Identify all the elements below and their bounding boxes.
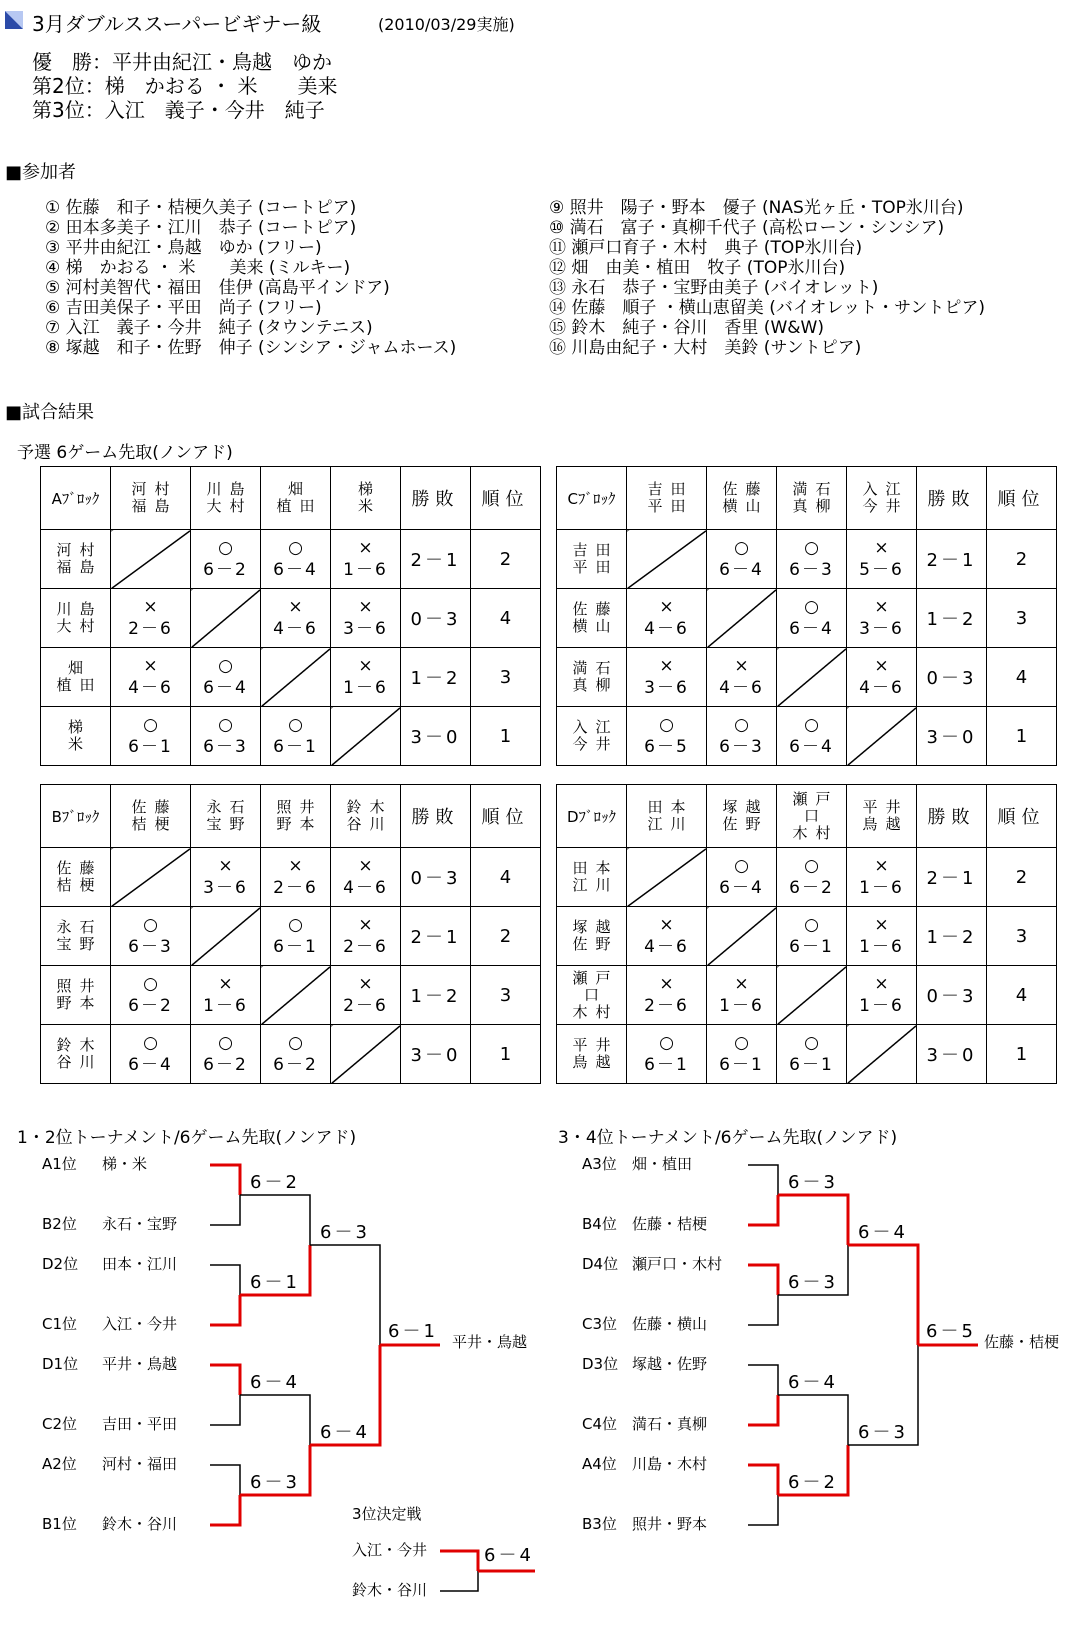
match-result: × 3－6: [847, 589, 917, 648]
opponent-header: 塚越 佐野: [707, 785, 777, 848]
participant: ② 田本多美子・江川 恭子 (コートピア): [45, 218, 357, 238]
bracket-line: [440, 1551, 478, 1571]
rank: 3: [471, 966, 541, 1025]
match-result: ○ 6－4: [777, 707, 847, 766]
winloss-header: 勝敗: [401, 467, 471, 530]
winner-3rd: 第3位：入江 義子・今井 純子: [32, 98, 325, 122]
match-result: ○ 6－1: [261, 907, 331, 966]
win-loss: 3－0: [401, 707, 471, 766]
team-name: 川島・木村: [632, 1455, 708, 1473]
match-result: ○ 6－4: [707, 848, 777, 907]
bracket-line: [778, 1195, 848, 1245]
team-name: 平井・鳥越: [102, 1355, 178, 1373]
win-loss: 3－0: [917, 1025, 987, 1084]
opponent-header: 田本 江川: [627, 785, 707, 848]
win-loss: 1－2: [401, 966, 471, 1025]
win-loss: 2－1: [401, 530, 471, 589]
bracket-line: [748, 1265, 778, 1295]
player-pair: 瀬戸口 木村: [557, 966, 627, 1025]
rank: 4: [471, 848, 541, 907]
match-result: ○ 6－1: [261, 707, 331, 766]
bracket-line: [210, 1365, 240, 1395]
opponent-header: 梯 米: [331, 467, 401, 530]
match-result: × 3－6: [627, 648, 707, 707]
score: 6－3: [788, 1272, 838, 1293]
seed-label: A1位: [42, 1155, 77, 1173]
participant: ⑥ 吉田美保子・平田 尚子 (フリー): [45, 298, 322, 318]
player-pair: 田本 江川: [557, 848, 627, 907]
match-result: × 4－6: [847, 648, 917, 707]
score: 6－2: [788, 1472, 838, 1493]
opponent-header: 吉田 平田: [627, 467, 707, 530]
seed-label: D3位: [582, 1355, 619, 1373]
win-loss: 1－2: [917, 907, 987, 966]
match-result: ○ 6－1: [777, 1025, 847, 1084]
rank-header: 順位: [987, 467, 1057, 530]
seed-label: C2位: [42, 1415, 78, 1433]
match-result: × 1－6: [331, 530, 401, 589]
bracket-line: [210, 1265, 240, 1295]
match-result: × 2－6: [331, 966, 401, 1025]
match-result: ○ 6－2: [191, 1025, 261, 1084]
seed-label: B3位: [582, 1515, 617, 1533]
bracket-line: [748, 1495, 778, 1525]
results-heading: ■試合結果: [5, 402, 95, 423]
champion-name: 平井・鳥越: [452, 1333, 528, 1351]
match-result: × 4－6: [707, 648, 777, 707]
rank: 2: [987, 530, 1057, 589]
seed-label: A2位: [42, 1455, 77, 1473]
seed-label: D4位: [582, 1255, 619, 1273]
team-name: 吉田・平田: [102, 1415, 178, 1433]
participant: ⑤ 河村美智代・福田 佳伊 (高島平インドア): [45, 278, 390, 298]
score: 6－3: [788, 1172, 838, 1193]
bracket-line: [210, 1195, 240, 1225]
score: 6－3: [858, 1422, 908, 1443]
win-loss: 0－3: [401, 589, 471, 648]
final-score: 6－5: [926, 1321, 976, 1342]
bracket-line: [240, 1395, 310, 1445]
opponent-header: 満石 真柳: [777, 467, 847, 530]
seed-label: B1位: [42, 1515, 77, 1533]
rank-header: 順位: [471, 785, 541, 848]
rank: 3: [471, 648, 541, 707]
t12-title: 1・2位トーナメント/6ゲーム先取(ノンアド): [17, 1128, 357, 1148]
match-result: ○ 6－4: [191, 648, 261, 707]
match-result: ○ 6－4: [111, 1025, 191, 1084]
opponent-header: 佐藤 横山: [707, 467, 777, 530]
rank-header: 順位: [471, 467, 541, 530]
match-result: × 2－6: [331, 907, 401, 966]
bracket-line: [748, 1295, 778, 1325]
bracket-line: [748, 1165, 778, 1195]
match-result: ○ 6－4: [777, 589, 847, 648]
rank: 1: [987, 1025, 1057, 1084]
bracket-line: [240, 1445, 310, 1495]
prelim-heading: 予選 6ゲーム先取(ノンアド): [17, 443, 233, 463]
team-name: 鈴木・谷川: [352, 1581, 428, 1599]
team-name: 照井・野本: [632, 1515, 708, 1533]
rank: 1: [987, 707, 1057, 766]
match-result: × 1－6: [191, 966, 261, 1025]
seed-label: B4位: [582, 1215, 617, 1233]
seed-label: A3位: [582, 1155, 617, 1173]
bracket-line: [778, 1245, 848, 1295]
rank: 1: [471, 1025, 541, 1084]
opponent-header: 川島 大村: [191, 467, 261, 530]
bracket-line: [778, 1445, 848, 1495]
player-pair: 照井 野本: [41, 966, 111, 1025]
score: 6－3: [250, 1472, 300, 1493]
score: 6－4: [250, 1372, 300, 1393]
bracket-line: [848, 1245, 918, 1345]
seed-label: B2位: [42, 1215, 77, 1233]
bracket-line: [240, 1245, 310, 1295]
opponent-header: 畑 植田: [261, 467, 331, 530]
participant: ⑪ 瀬戸口育子・木村 典子 (TOP氷川台): [549, 238, 863, 258]
participants-heading: ■参加者: [5, 162, 77, 183]
match-result: ○ 6－2: [777, 848, 847, 907]
match-result: × 3－6: [191, 848, 261, 907]
player-pair: 永石 宝野: [41, 907, 111, 966]
match-result: ○ 6－2: [261, 1025, 331, 1084]
match-result: × 1－6: [847, 848, 917, 907]
player-pair: 川島 大村: [41, 589, 111, 648]
match-result: ○ 6－4: [261, 530, 331, 589]
participant: ④ 梯 かおる ・ 米 美来 (ミルキー): [45, 258, 351, 278]
team-name: 梯・米: [102, 1155, 148, 1173]
champion-name: 佐藤・桔梗: [984, 1333, 1060, 1351]
match-result: × 4－6: [331, 848, 401, 907]
bracket-line: [310, 1245, 380, 1345]
match-result: ○ 6－2: [191, 530, 261, 589]
match-result: × 1－6: [847, 907, 917, 966]
win-loss: 1－2: [917, 589, 987, 648]
bracket-line: [210, 1465, 240, 1495]
match-result: ○ 6－3: [111, 907, 191, 966]
match-result: × 3－6: [331, 589, 401, 648]
player-pair: 畑 植田: [41, 648, 111, 707]
match-result: ○ 6－1: [627, 1025, 707, 1084]
team-name: 鈴木・谷川: [102, 1515, 178, 1533]
winloss-header: 勝敗: [917, 785, 987, 848]
rank: 4: [987, 966, 1057, 1025]
player-pair: 満石 真柳: [557, 648, 627, 707]
seed-label: C3位: [582, 1315, 618, 1333]
rank: 1: [471, 707, 541, 766]
participant: ① 佐藤 和子・桔梗久美子 (コートピア): [45, 198, 357, 218]
rank: 2: [471, 907, 541, 966]
participant: ⑧ 塚越 和子・佐野 伸子 (シンシア・ジャムホース): [45, 338, 457, 358]
team-name: 田本・江川: [102, 1255, 178, 1273]
bracket-line: [210, 1295, 240, 1325]
winner-2nd: 第2位：梯 かおる ・ 米 美来: [32, 74, 338, 98]
bracket-line: [848, 1345, 918, 1445]
match-result: ○ 6－3: [707, 707, 777, 766]
t34-title: 3・4位トーナメント/6ゲーム先取(ノンアド): [558, 1128, 898, 1148]
player-pair: 佐藤 桔梗: [41, 848, 111, 907]
player-pair: 平井 鳥越: [557, 1025, 627, 1084]
score: 6－1: [250, 1272, 300, 1293]
seed-label: D1位: [42, 1355, 79, 1373]
opponent-header: 入江 今井: [847, 467, 917, 530]
match-result: ○ 6－3: [191, 707, 261, 766]
player-pair: 吉田 平田: [557, 530, 627, 589]
match-result: ○ 6－3: [777, 530, 847, 589]
bracket-line: [210, 1165, 240, 1195]
player-pair: 鈴木 谷川: [41, 1025, 111, 1084]
bracket-line: [310, 1345, 380, 1445]
match-result: ○ 6－1: [707, 1025, 777, 1084]
match-result: × 2－6: [261, 848, 331, 907]
win-loss: 3－0: [917, 707, 987, 766]
match-result: × 4－6: [261, 589, 331, 648]
seed-label: C1位: [42, 1315, 78, 1333]
block-label: Dﾌﾞﾛｯｸ: [557, 785, 627, 848]
match-result: × 1－6: [331, 648, 401, 707]
winloss-header: 勝敗: [401, 785, 471, 848]
bracket-line: [210, 1495, 240, 1525]
match-result: ○ 6－4: [707, 530, 777, 589]
block-label: Aﾌﾞﾛｯｸ: [41, 467, 111, 530]
opponent-header: 平井 鳥越: [847, 785, 917, 848]
rank: 4: [987, 648, 1057, 707]
win-loss: 1－2: [401, 648, 471, 707]
participant: ⑯ 川島由紀子・大村 美鈴 (サントピア): [549, 338, 862, 358]
block-label: Cﾌﾞﾛｯｸ: [557, 467, 627, 530]
team-name: 佐藤・桔梗: [632, 1215, 708, 1233]
win-loss: 3－0: [401, 1025, 471, 1084]
bracket-line: [748, 1465, 778, 1495]
participant: ⑬ 永石 恭子・宝野由美子 (バイオレット): [549, 278, 879, 298]
participant: ⑫ 畑 由美・植田 牧子 (TOP氷川台): [549, 258, 846, 278]
team-name: 河村・福田: [102, 1455, 178, 1473]
match-result: × 1－6: [847, 966, 917, 1025]
team-name: 塚越・佐野: [632, 1355, 708, 1373]
rank: 4: [471, 589, 541, 648]
opponent-header: 永石 宝野: [191, 785, 261, 848]
opponent-header: 鈴木 谷川: [331, 785, 401, 848]
opponent-header: 河村 福島: [111, 467, 191, 530]
participant: ⑩ 満石 富子・真柳千代子 (高松ローン・シンシア): [549, 218, 945, 238]
team-name: 入江・今井: [102, 1315, 178, 1333]
rank: 3: [987, 907, 1057, 966]
score: 6－4: [320, 1422, 370, 1443]
score: 6－4: [788, 1372, 838, 1393]
bracket-line: [748, 1395, 778, 1425]
player-pair: 入江 今井: [557, 707, 627, 766]
match-result: × 4－6: [627, 907, 707, 966]
opponent-header: 瀬戸口 木村: [777, 785, 847, 848]
player-pair: 梯 米: [41, 707, 111, 766]
rank: 2: [987, 848, 1057, 907]
match-result: ○ 6－1: [111, 707, 191, 766]
match-result: × 5－6: [847, 530, 917, 589]
rank: 2: [471, 530, 541, 589]
bracket-line: [748, 1365, 778, 1395]
score: 6－4: [858, 1222, 908, 1243]
opponent-header: 佐藤 桔梗: [111, 785, 191, 848]
win-loss: 0－3: [917, 648, 987, 707]
bracket-line: [440, 1571, 478, 1591]
participant: ⑦ 入江 義子・今井 純子 (タウンテニス): [45, 318, 373, 338]
match-result: × 2－6: [111, 589, 191, 648]
bracket-line: [748, 1195, 778, 1225]
bracket-line: [210, 1395, 240, 1425]
match-result: ○ 6－5: [627, 707, 707, 766]
player-pair: 河村 福島: [41, 530, 111, 589]
rank-header: 順位: [987, 785, 1057, 848]
team-name: 畑・植田: [632, 1155, 693, 1173]
match-result: × 2－6: [627, 966, 707, 1025]
bracket-line: [778, 1395, 848, 1445]
seed-label: A4位: [582, 1455, 617, 1473]
bracket-line: [240, 1195, 310, 1245]
player-pair: 塚越 佐野: [557, 907, 627, 966]
winner-1st: 優 勝：平井由紀江・鳥越 ゆか: [32, 50, 332, 74]
win-loss: 0－3: [401, 848, 471, 907]
participant: ⑭ 佐藤 順子 ・横山恵留美 (バイオレット・サントピア): [549, 298, 985, 318]
match-result: ○ 6－1: [777, 907, 847, 966]
score: 6－3: [320, 1222, 370, 1243]
team-name: 入江・今井: [352, 1541, 428, 1559]
win-loss: 2－1: [917, 530, 987, 589]
winloss-header: 勝敗: [917, 467, 987, 530]
participant: ③ 平井由紀江・鳥越 ゆか (フリー): [45, 238, 322, 258]
block-label: Bﾌﾞﾛｯｸ: [41, 785, 111, 848]
match-result: × 1－6: [707, 966, 777, 1025]
third-place-score: 6－4: [484, 1545, 534, 1566]
participant: ⑮ 鈴木 純子・谷川 香里 (W&W): [549, 318, 824, 338]
win-loss: 2－1: [917, 848, 987, 907]
rank: 3: [987, 589, 1057, 648]
win-loss: 2－1: [401, 907, 471, 966]
team-name: 永石・宝野: [102, 1215, 178, 1233]
seed-label: D2位: [42, 1255, 79, 1273]
team-name: 佐藤・横山: [632, 1315, 708, 1333]
player-pair: 佐藤 横山: [557, 589, 627, 648]
third-place-title: 3位決定戦: [352, 1505, 422, 1523]
match-result: × 4－6: [627, 589, 707, 648]
score: 6－2: [250, 1172, 300, 1193]
match-result: ○ 6－2: [111, 966, 191, 1025]
team-name: 瀬戸口・木村: [632, 1255, 723, 1273]
final-score: 6－1: [388, 1321, 438, 1342]
team-name: 満石・真柳: [632, 1415, 708, 1433]
win-loss: 0－3: [917, 966, 987, 1025]
match-result: × 4－6: [111, 648, 191, 707]
page-title: 3月ダブルススーパービギナー級: [32, 12, 322, 36]
event-date: (2010/03/29実施): [378, 15, 515, 34]
seed-label: C4位: [582, 1415, 618, 1433]
opponent-header: 照井 野本: [261, 785, 331, 848]
participant: ⑨ 照井 陽子・野本 優子 (NAS光ヶ丘・TOP氷川台): [549, 198, 964, 218]
